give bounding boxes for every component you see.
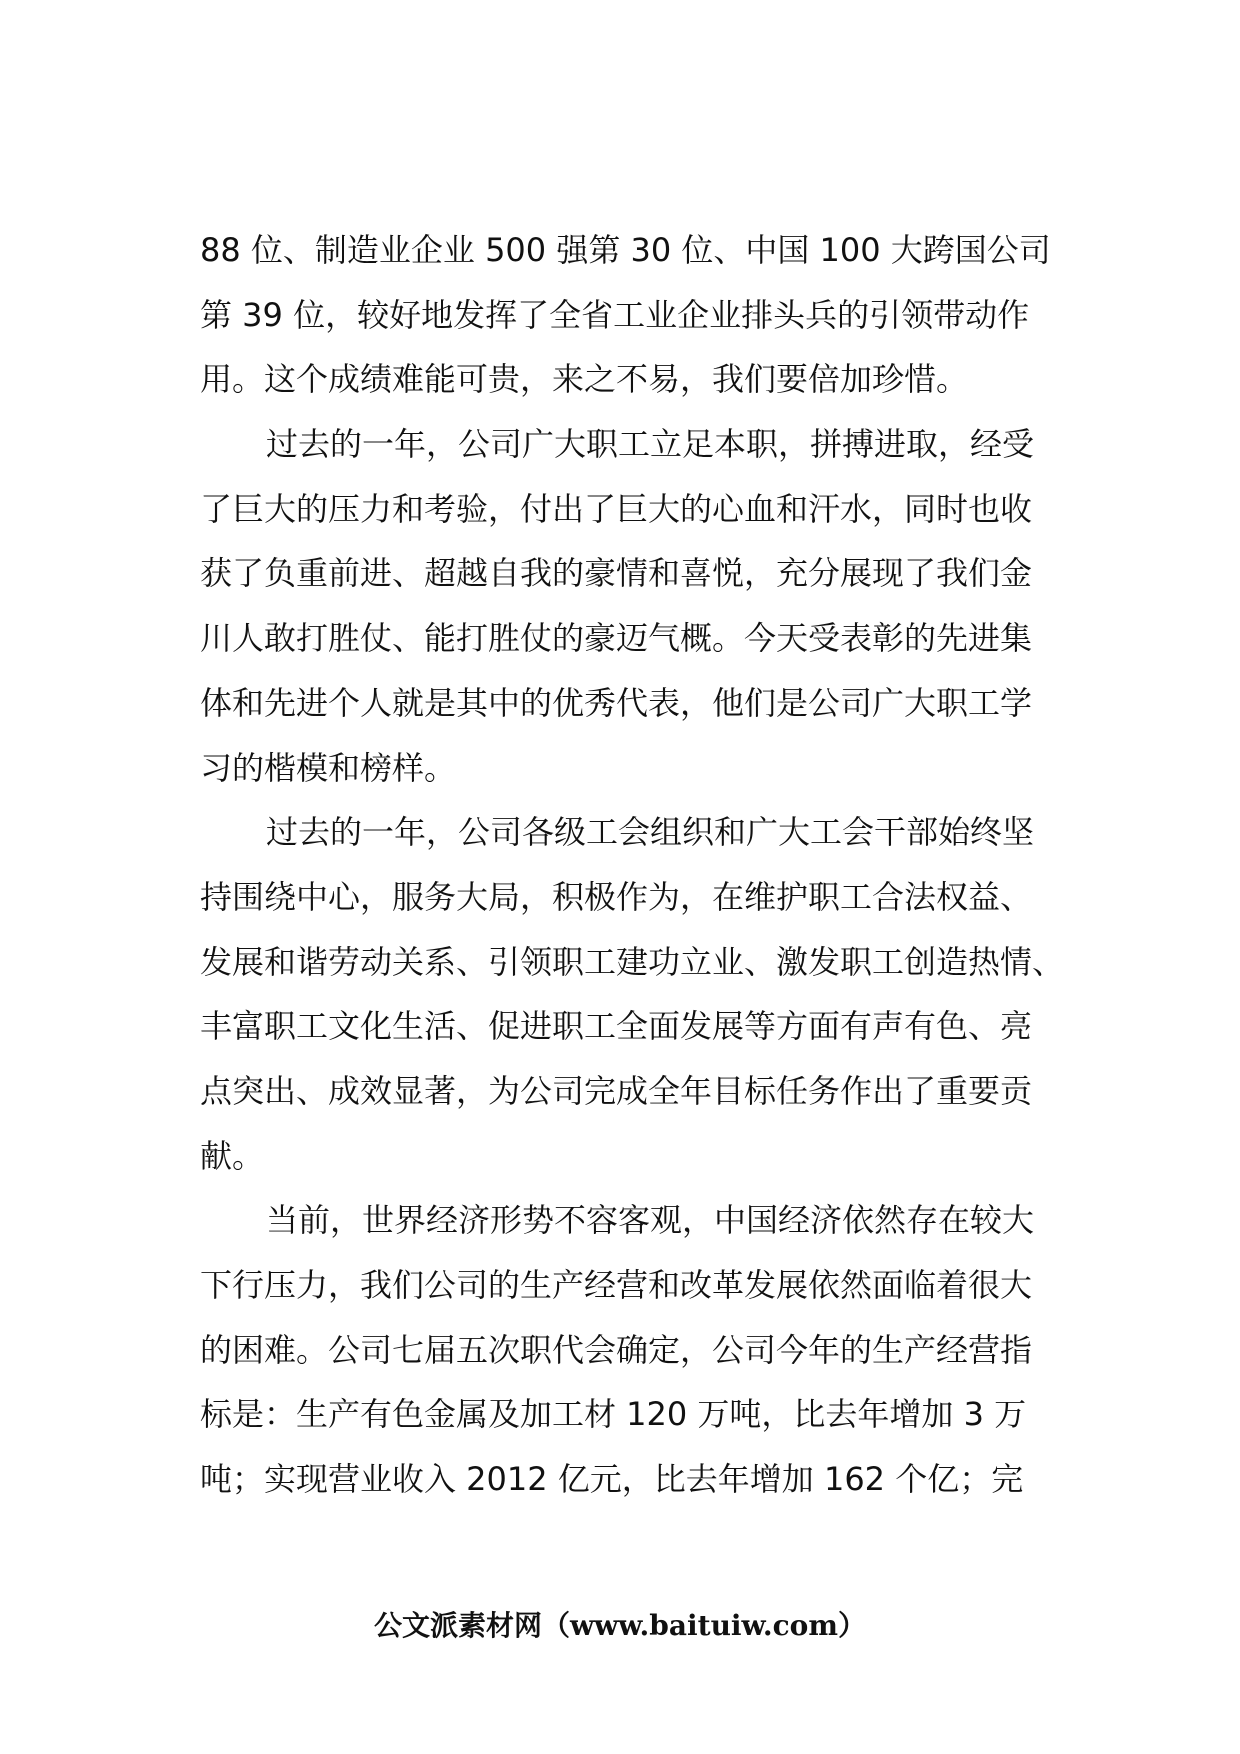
text-line: 标是：生产有色金属及加工材 120 万吨，比去年增加 3 万 bbox=[200, 1395, 1027, 1434]
paragraph-first-line: 过去的一年，公司各级工会组织和广大工会干部始终坚 bbox=[266, 813, 1035, 852]
body-text bbox=[200, 218, 1080, 1512]
text-line: 第 39 位，较好地发挥了全省工业企业排头兵的引领带动作 bbox=[200, 295, 1030, 334]
text-line: 用。这个成绩难能可贵，来之不易，我们要倍加珍惜。 bbox=[200, 360, 969, 399]
text-line: 发展和谐劳动关系、引领职工建功立业、激发职工创造热情、 bbox=[200, 942, 1065, 981]
text-line: 献。 bbox=[200, 1136, 265, 1175]
paragraph-first-line: 当前，世界经济形势不容客观，中国经济依然存在较大 bbox=[266, 1201, 1035, 1240]
text-line: 丰富职工文化生活、促进职工全面发展等方面有声有色、亮 bbox=[200, 1007, 1033, 1046]
text-line: 的困难。公司七届五次职代会确定，公司今年的生产经营指 bbox=[200, 1330, 1033, 1369]
text-line: 川人敢打胜仗、能打胜仗的豪迈气概。今天受表彰的先进集 bbox=[200, 619, 1033, 658]
text-line: 持围绕中心，服务大局，积极作为，在维护职工合法权益、 bbox=[200, 877, 1033, 916]
text-line: 下行压力，我们公司的生产经营和改革发展依然面临着很大 bbox=[200, 1266, 1033, 1304]
footer-watermark: 公文派素材网（www.baituiw.com） bbox=[374, 1609, 866, 1642]
text-line: 88 位、制造业企业 500 强第 30 位、中国 100 大跨国公司 bbox=[200, 231, 1051, 269]
text-line: 了巨大的压力和考验，付出了巨大的心血和汗水，同时也收 bbox=[200, 489, 1033, 528]
text-line: 吨；实现营业收入 2012 亿元，比去年增加 162 个亿；完 bbox=[200, 1460, 1024, 1499]
text-line: 习的楷模和榜样。 bbox=[200, 748, 457, 787]
text-line: 体和先进个人就是其中的优秀代表，他们是公司广大职工学 bbox=[200, 683, 1033, 722]
text-line: 获了负重前进、超越自我的豪情和喜悦，充分展现了我们金 bbox=[200, 554, 1033, 593]
paragraph-first-line: 过去的一年，公司广大职工立足本职，拼搏进取，经受 bbox=[266, 425, 1035, 464]
text-line: 点突出、成效显著，为公司完成全年目标任务作出了重要贡 bbox=[200, 1071, 1033, 1110]
